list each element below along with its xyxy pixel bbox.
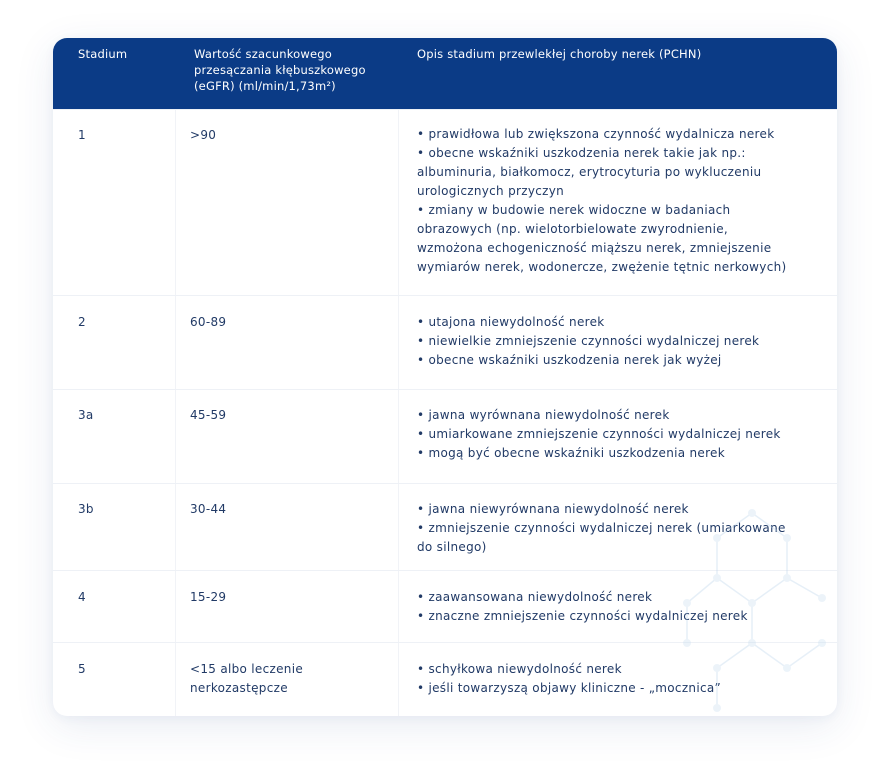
stage-cell: 1 [78,128,86,142]
header-egfr [194,46,384,94]
stage-cell: 3b [78,502,94,516]
header-description: Opis stadium przewlekłej choroby nerek (PCHN) [417,47,702,61]
description-line: wymiarów nerek, wodonercze, zwężenie tętnic nerkowych) [417,260,787,274]
header-egfr-line: Wartość szacunkowego [194,47,333,61]
description-line: • jawna niewyrównana niewydolność nerek [417,502,689,516]
description-line: albuminuria, białkomocz, erytrocyturia po wykluczeniu [417,165,762,179]
description-line: • obecne wskaźniki uszkodzenia nerek takie jak np.: [417,146,746,160]
description-line: • schyłkowa niewydolność nerek [417,662,622,676]
stage-cell: 4 [78,590,86,604]
stage-cell: 2 [78,315,86,329]
description-line: • zaawansowana niewydolność nerek [417,590,653,604]
egfr-line: 60-89 [190,315,227,329]
egfr-cell [190,406,400,425]
egfr-line: 45-59 [190,408,227,422]
egfr-line: <15 albo leczenie [190,662,304,676]
description-line: • obecne wskaźniki uszkodzenia nerek jak wyżej [417,353,722,367]
description-line: • znaczne zmniejszenie czynności wydalniczej nerek [417,609,748,623]
description-line: obrazowych (np. wielotorbielowate zwyrodnienie, [417,222,729,236]
table-row-stage-1 [53,109,837,296]
description-line: do silnego) [417,540,487,554]
molecule-pattern-decoration [657,468,837,716]
table-header [53,38,837,109]
egfr-cell [190,660,400,698]
description-line: • zmiany w budowie nerek widoczne w badaniach [417,203,731,217]
description-line: urologicznych przyczyn [417,184,565,198]
header-egfr-line: (eGFR) (ml/min/1,73m²) [194,79,336,93]
egfr-cell [190,313,400,332]
description-line: • umiarkowane zmniejszenie czynności wydalniczej nerek [417,427,781,441]
table-row-stage-2 [53,295,837,390]
description-cell [417,125,822,277]
description-line: • mogą być obecne wskaźniki uszkodzenia nerek [417,446,725,460]
stage-cell: 3a [78,408,94,422]
egfr-line: >90 [190,128,217,142]
egfr-line: 15-29 [190,590,227,604]
description-line: • jawna wyrównana niewydolność nerek [417,408,670,422]
description-line: • niewielkie zmniejszenie czynności wydalniczej nerek [417,334,760,348]
description-line: • jeśli towarzyszą objawy kliniczne - „mocznica” [417,681,722,695]
egfr-cell [190,588,400,607]
ckd-stages-table [53,38,837,716]
header-egfr-line: przesączania kłębuszkowego [194,63,366,77]
header-stage: Stadium [78,47,128,61]
description-line: • zmniejszenie czynności wydalniczej nerek (umiarkowane [417,521,786,535]
stage-cell: 5 [78,662,86,676]
description-line: • utajona niewydolność nerek [417,315,605,329]
description-line: • prawidłowa lub zwiększona czynność wydalnicza nerek [417,127,775,141]
description-cell [417,313,822,370]
egfr-line: nerkozastępcze [190,681,288,695]
egfr-cell [190,126,400,145]
description-cell [417,406,822,463]
egfr-line: 30-44 [190,502,227,516]
egfr-cell [190,500,400,519]
description-line: wzmożona echogeniczność miąższu nerek, zmniejszenie [417,241,772,255]
